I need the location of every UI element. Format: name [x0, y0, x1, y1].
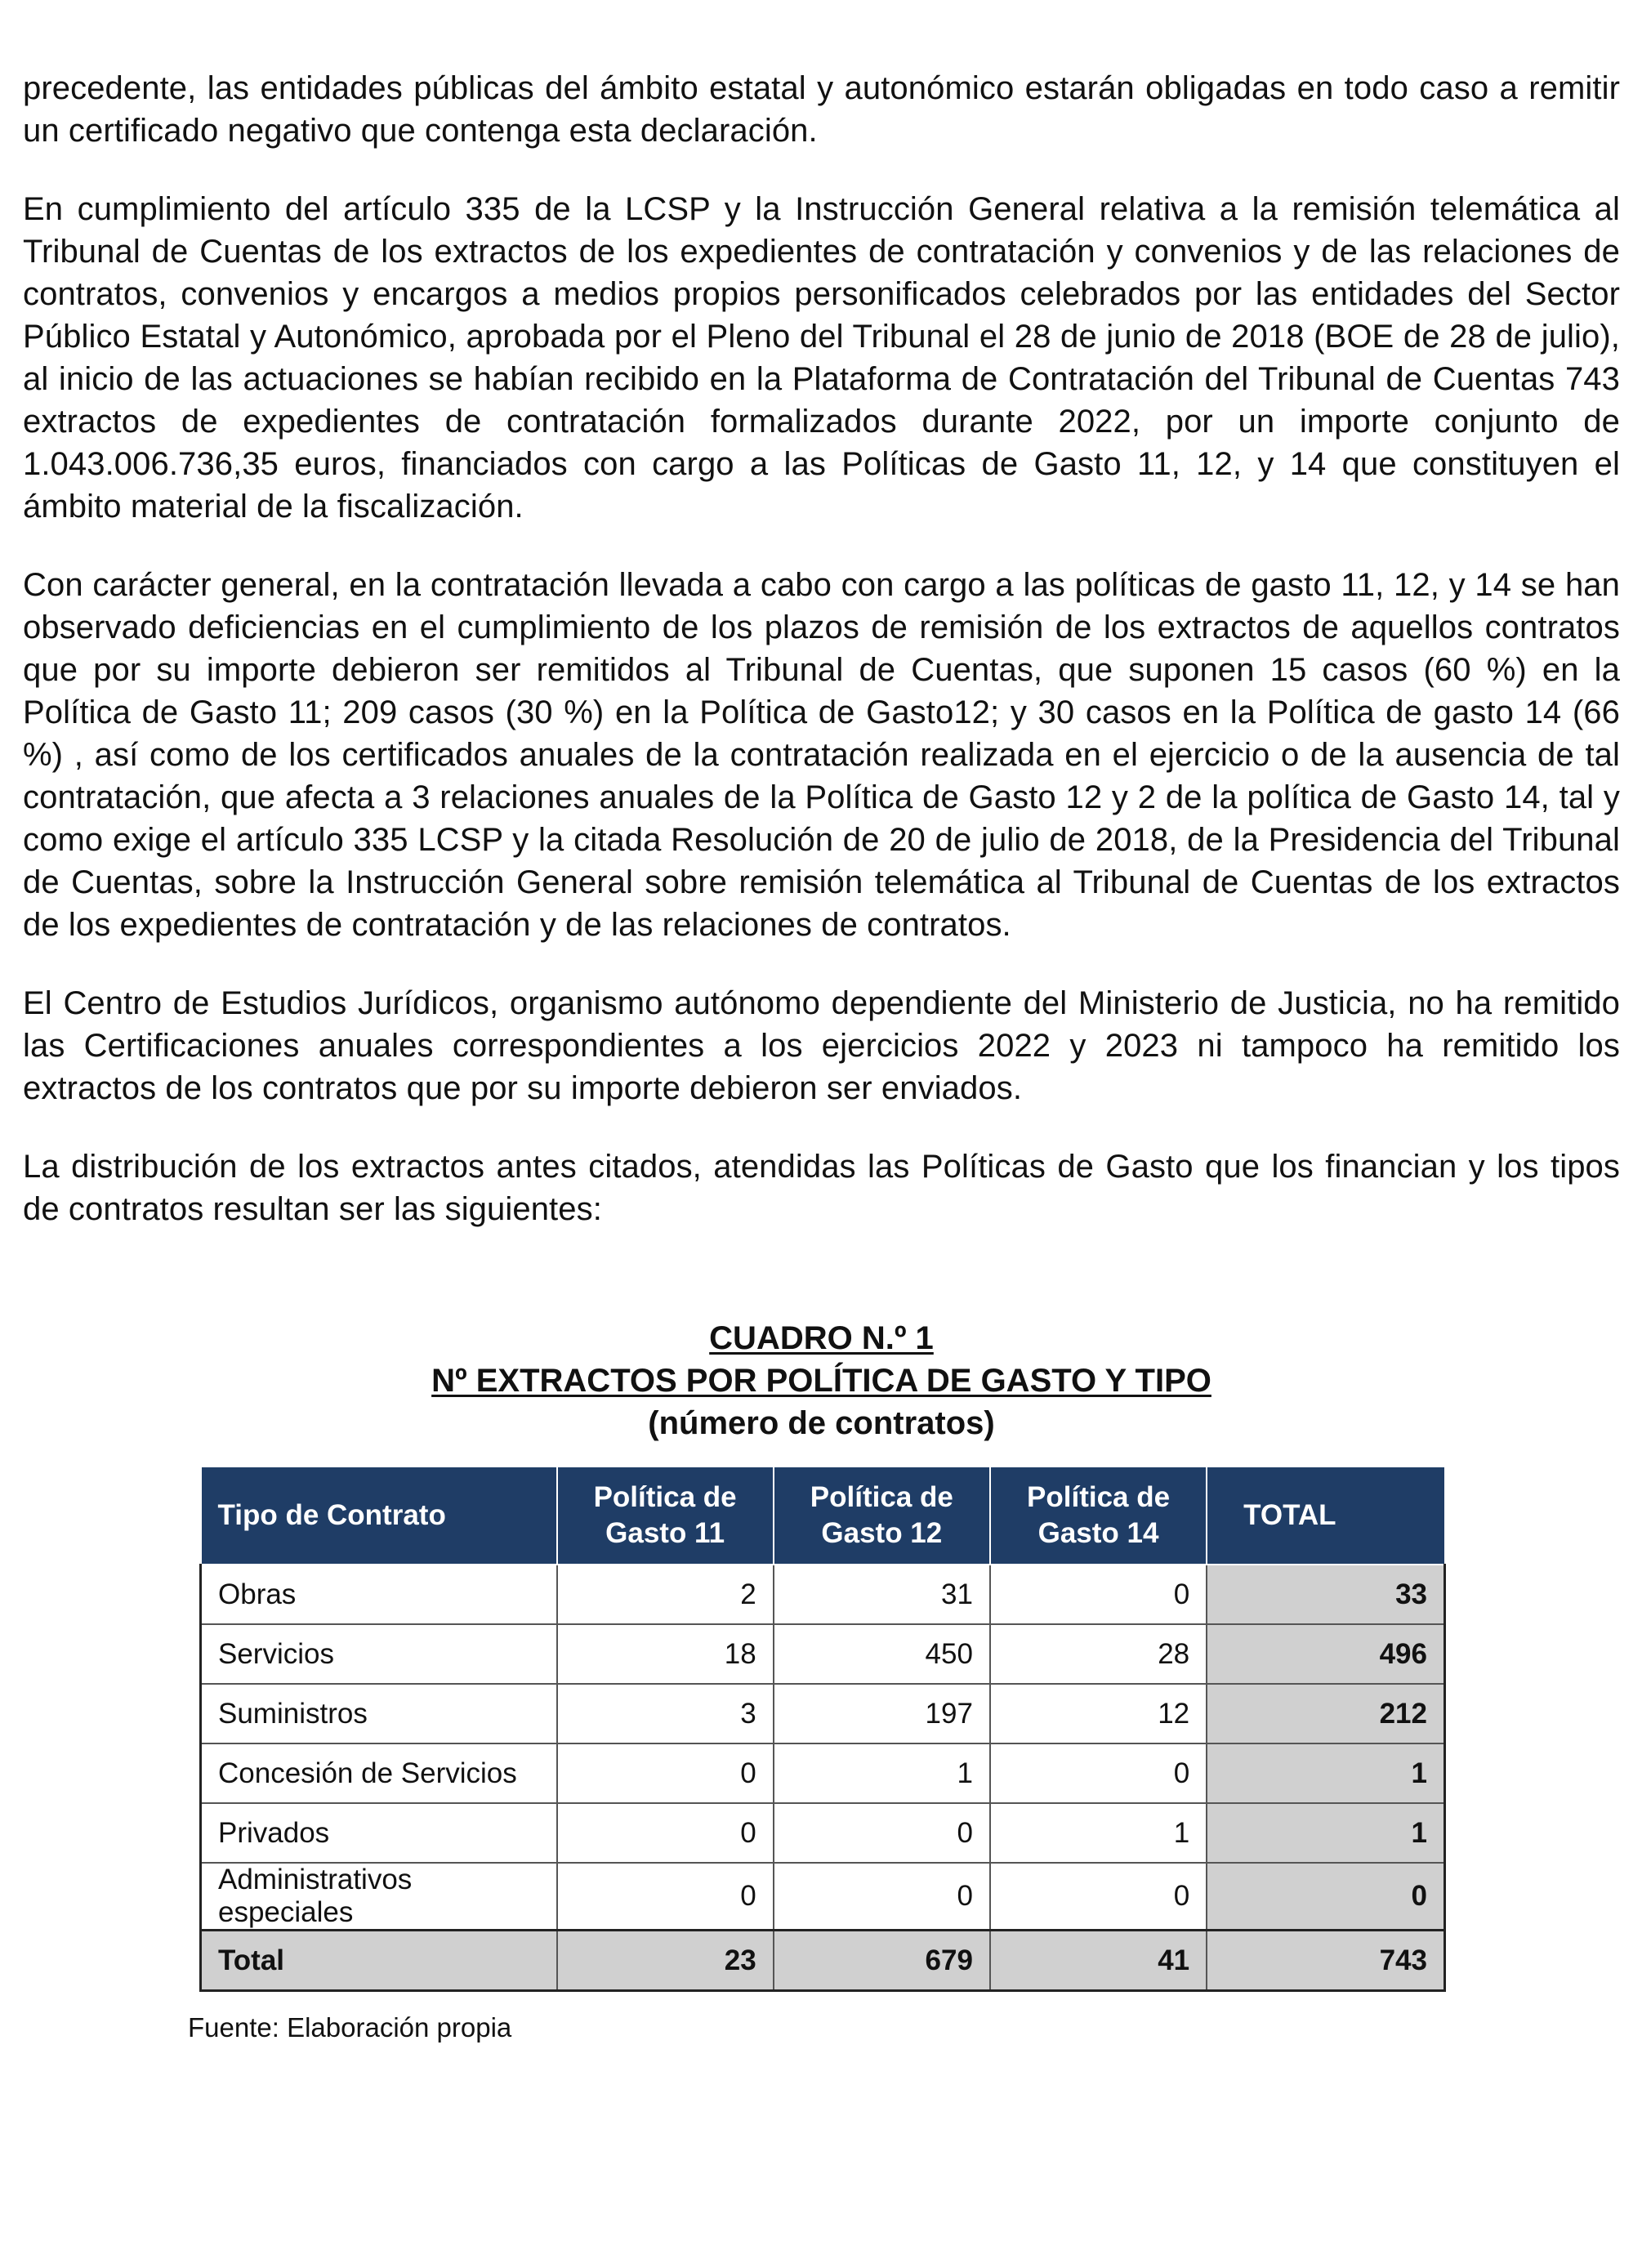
table-caption-number-text: CUADRO N.º 1 — [709, 1320, 934, 1356]
header-gasto-12-line2: Gasto 12 — [821, 1517, 943, 1549]
table-source-note: Fuente: Elaboración propia — [188, 2012, 512, 2043]
table-caption-title — [23, 1359, 1620, 1402]
cell-total: 1 — [1207, 1803, 1444, 1863]
table-header-row — [201, 1467, 1445, 1565]
table-row — [201, 1863, 1445, 1931]
table-section — [23, 1317, 1620, 2046]
cell-gasto-11: 3 — [557, 1684, 774, 1743]
cell-tipo: Obras — [201, 1565, 557, 1624]
cell-total: 0 — [1207, 1863, 1444, 1931]
table-caption-title-text: Nº EXTRACTOS POR POLÍTICA DE GASTO Y TIPO — [431, 1363, 1211, 1399]
table-row — [201, 1803, 1445, 1863]
header-gasto-14-line1: Política de — [1027, 1481, 1171, 1513]
table-row — [201, 1565, 1445, 1624]
cell-gasto-12: 450 — [774, 1624, 990, 1684]
header-total: TOTAL — [1207, 1467, 1444, 1565]
cell-gasto-12: 31 — [774, 1565, 990, 1624]
cell-gasto-14: 28 — [990, 1624, 1207, 1684]
header-gasto-14 — [990, 1467, 1207, 1565]
cell-gasto-11: 0 — [557, 1743, 774, 1803]
cell-total: 1 — [1207, 1743, 1444, 1803]
total-row-gasto-12: 679 — [774, 1931, 990, 1991]
paragraph-1: precedente, las entidades públicas del ámbito estatal y autonómico estarán obligadas en todo caso a remitir un certificado negativo que contenga esta declaración. — [23, 70, 1620, 149]
header-gasto-11-line1: Política de — [593, 1481, 737, 1513]
table-row — [201, 1624, 1445, 1684]
header-gasto-12 — [774, 1467, 990, 1565]
header-gasto-11 — [557, 1467, 774, 1565]
cell-gasto-14: 0 — [990, 1863, 1207, 1931]
cell-total: 33 — [1207, 1565, 1444, 1624]
header-gasto-12-line1: Política de — [810, 1481, 953, 1513]
contracts-table — [199, 1466, 1446, 1992]
table-caption-unit: (número de contratos) — [648, 1405, 995, 1441]
cell-gasto-11: 0 — [557, 1803, 774, 1863]
paragraph-2: En cumplimiento del artículo 335 de la LCSP y la Instrucción General relativa a la remisión telemática al Tribunal de Cuentas de los extractos de los expedientes de contratación y convenios y de las relaciones de contratos, convenios y encargos a medios propios personificados celebrados por las entidades del Sector Público Estatal y Autonómico, aprobada por el Pleno del Tribunal el 28 de junio de 2018 (BOE de 28 de julio), al inicio de las actuaciones se habían recibido en la Plataforma de Contratación del Tribunal de Cuentas 743 extractos de expedientes de contratación formalizados durante 2022, por un importe conjunto de 1.043.006.736,35 euros, financiados con cargo a las Políticas de Gasto 11, 12, y 14 que constituyen el ámbito material de la fiscalización. — [23, 191, 1620, 525]
cell-tipo: Suministros — [201, 1684, 557, 1743]
paragraph-5: La distribución de los extractos antes citados, atendidas las Políticas de Gasto que los financian y los tipos de contratos resultan ser las siguientes: — [23, 1149, 1620, 1227]
total-row-label: Total — [201, 1931, 557, 1991]
header-gasto-11-line2: Gasto 11 — [605, 1517, 725, 1549]
table-total-row — [201, 1931, 1445, 1991]
cell-total: 212 — [1207, 1684, 1444, 1743]
cell-total: 496 — [1207, 1624, 1444, 1684]
cell-gasto-14: 0 — [990, 1565, 1207, 1624]
cell-tipo: Concesión de Servicios — [201, 1743, 557, 1803]
cell-gasto-12: 197 — [774, 1684, 990, 1743]
cell-gasto-11: 18 — [557, 1624, 774, 1684]
cell-gasto-12: 0 — [774, 1863, 990, 1931]
header-tipo-contrato: Tipo de Contrato — [201, 1467, 557, 1565]
cell-gasto-12: 0 — [774, 1803, 990, 1863]
paragraph-4: El Centro de Estudios Jurídicos, organismo autónomo dependiente del Ministerio de Justicia, no ha remitido las Certificaciones anuales correspondientes a los ejercicios 2022 y 2023 ni tampoco ha remitido los extractos de los contratos que por su importe debieron ser enviados. — [23, 985, 1620, 1106]
total-row-gasto-14: 41 — [990, 1931, 1207, 1991]
paragraph-3: Con carácter general, en la contratación llevada a cabo con cargo a las políticas de gasto 11, 12, y 14 se han observado deficiencias en el cumplimiento de los plazos de remisión de los extractos de aquellos contratos que por su importe debieron ser remitidos al Tribunal de Cuentas, que suponen 15 casos (60 %) en la Política de Gasto 11; 209 casos (30 %) en la Política de Gasto12; y 30 casos en la Política de gasto 14 (66 %) , así como de los certificados anuales de la contratación realizada en el ejercicio o de la ausencia de tal contratación, que afecta a 3 relaciones anuales de la Política de Gasto 12 y 2 de la política de Gasto 14, tal y como exige el artículo 335 LCSP y la citada Resolución de 20 de julio de 2018, de la Presidencia del Tribunal de Cuentas, sobre la Instrucción General sobre remisión telemática al Tribunal de Cuentas de los extractos de los expedientes de contratación y de las relaciones de contratos. — [23, 567, 1620, 943]
total-row-total: 743 — [1207, 1931, 1444, 1991]
document-page — [23, 67, 1620, 2043]
total-row-gasto-11: 23 — [557, 1931, 774, 1991]
cell-gasto-14: 12 — [990, 1684, 1207, 1743]
cell-tipo: Servicios — [201, 1624, 557, 1684]
cell-tipo: Administrativos especiales — [201, 1863, 557, 1931]
table-caption-number — [23, 1317, 1620, 1359]
cell-gasto-14: 0 — [990, 1743, 1207, 1803]
header-gasto-14-line2: Gasto 14 — [1037, 1517, 1159, 1549]
table-row — [201, 1743, 1445, 1803]
table-row — [201, 1684, 1445, 1743]
cell-tipo: Privados — [201, 1803, 557, 1863]
cell-gasto-12: 1 — [774, 1743, 990, 1803]
cell-gasto-11: 2 — [557, 1565, 774, 1624]
cell-gasto-14: 1 — [990, 1803, 1207, 1863]
cell-gasto-11: 0 — [557, 1863, 774, 1931]
